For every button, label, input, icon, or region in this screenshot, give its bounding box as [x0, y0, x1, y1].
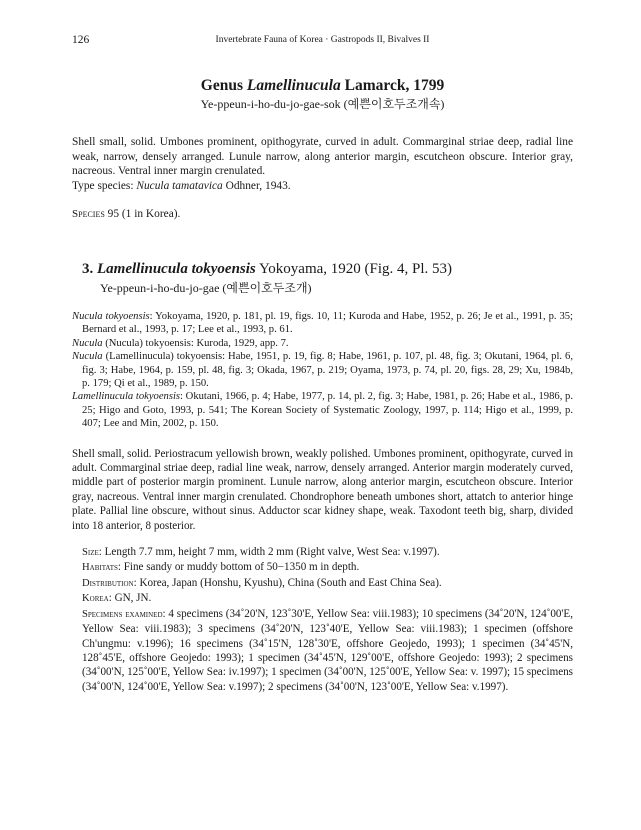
korea-field	[82, 591, 573, 606]
habitats-value: : Fine sandy or muddy bottom of 50−1350 m in depth.	[117, 561, 360, 574]
species-description: Shell small, solid. Periostracum yellowish brown, weakly polished. Umbones prominent, opithogyrate, curved in adult. Commarginal striae deep, radial line weak, narrow, densely arranged. Anterior margin moderately curved, middle part of posterior margin prominent. Lunule narrow, along anterior margin, escutcheon obscure. Interior gray, nacreous. Ventral inner margin crenulated. Chondrophore beneath umbones short, attatch to anterior hinge plate. Pallial line obscure, without sinus. Adductor scar kidney shape, weak. Taxodont teeth big, sharp, divided into 18 anterior, 8 posterior.	[72, 447, 573, 532]
page-number: 126	[72, 34, 90, 46]
specimens-value: : 4 specimens (34˚20'N, 123˚30'E, Yellow Sea: viii.1983); 10 specimens (34˚20'N, 124˚00'E, Yellow Sea: viii.1983); 3 specimens (34˚20'N, 123˚40'E, Yellow Sea: viii.1983); 1 specimen (offshore Ch'ungmu: v.1996); 16 specimens (34˚15'N, 128˚30'E, offshore Geojedo, 1993); 1 specimen (34˚45'N, 128˚45'E, offshore Geojedo: 1993); 1 specimen (34˚45'N, 129˚00'E, offshore Geojedo: 1993); 2 specimens (34˚00'N, 125˚00'E, Yellow Sea: iv.1997); 1 specimen (34˚00'N, 125˚00'E, Yellow Sea: v. 1997); 15 specimens (34˚00'N, 124˚00'E, Yellow Sea: v.1997); 2 specimens (34˚00'N, 123˚00'E, Yellow Sea: v.1997).	[82, 607, 573, 693]
size-label: Size	[82, 547, 99, 559]
synonym-references: (Lamellinucula) tokyoensis: Habe, 1951, p. 19, fig. 8; Habe, 1961, p. 107, pl. 48, fig. 3; Okutani, 1964, pl. 6, fig. 3; Habe, 1964, p. 159, pl. 48, fig. 3; Okada, 1967, p. 219; Oyama, 1973, p. 74, pl. 20, figs. 28, 29; Xu, 1984b, p. 179; Qi et al., 1989, p. 150.	[82, 351, 573, 389]
synonymy-entry	[72, 350, 573, 390]
habitats-label: Habitats	[82, 562, 118, 574]
specimens-label: Specimens examined	[82, 608, 163, 620]
synonym-name: Lamellinucula tokyoensis	[72, 391, 181, 403]
species-count	[72, 207, 573, 222]
korea-label: Korea	[82, 593, 109, 605]
synonymy-list	[72, 310, 573, 431]
species-heading	[82, 260, 573, 279]
genus-heading	[72, 76, 573, 95]
genus-korean-name: Ye-ppeun-i-ho-du-jo-gae-sok (예쁜이호두조개속)	[200, 97, 445, 111]
size-field	[82, 545, 573, 560]
distribution-value: : Korea, Japan (Honshu, Kyushu), China (South and East China Sea).	[133, 576, 442, 589]
distribution-field	[82, 576, 573, 591]
size-value: : Length 7.7 mm, height 7 mm, width 2 mm (Right valve, West Sea: v.1997).	[98, 546, 440, 559]
type-species-author: Odhner, 1943.	[222, 179, 291, 192]
synonym-references: : Yokoyama, 1920, p. 181, pl. 19, figs. 10, 11; Kuroda and Habe, 1952, p. 26; Je et al., 1991, p. 35; Bernard et al., 1993, p. 17; Lee et al., 1993, p. 61.	[82, 310, 573, 336]
type-species-name: Nucula tamatavica	[136, 179, 223, 192]
species-fields	[72, 545, 573, 694]
specimens-field	[72, 607, 573, 694]
synonymy-entry	[72, 390, 573, 430]
type-species-label: Type species:	[72, 179, 137, 192]
species-author: Yokoyama, 1920 (Fig. 4, Pl. 53)	[255, 260, 453, 277]
synonym-name: Nucula tokyoensis	[72, 310, 150, 322]
distribution-label: Distribution	[82, 577, 134, 589]
synonymy-entry	[72, 310, 573, 337]
species-name: Lamellinucula tokyoensis	[97, 260, 256, 277]
genus-description: Shell small, solid. Umbones prominent, opithogyrate, curved in adult. Commarginal striae deep, radial line weak, narrow, densely arranged. Lunule narrow, along anterior margin, escutcheon obscure. Interior gray, nacreous. Ventral inner margin crenulated.	[72, 136, 573, 178]
species-count-value: 95 (1 in Korea).	[104, 208, 181, 221]
synonym-name: Nucula	[72, 351, 103, 363]
habitats-field	[82, 560, 573, 575]
synonymy-entry	[72, 337, 573, 350]
running-header	[72, 34, 573, 48]
species-count-label: Species	[72, 208, 105, 221]
synonym-name: Nucula	[72, 337, 103, 349]
genus-author: Lamarck, 1799	[340, 77, 445, 94]
synonym-references: : Okutani, 1966, p. 4; Habe, 1977, p. 14, pl. 2, fig. 3; Habe, 1981, p. 26; Habe et al., 1986, p. 25; Higo and Goto, 1993, p. 541; The Korean Society of Systematic Zoology, 1997, p. 114; Higo et al., 1999, p. 407; Lee and Min, 2002, p. 150.	[82, 391, 573, 430]
genus-title-prefix: Genus	[200, 77, 247, 94]
species-number: 3.	[82, 260, 94, 277]
korea-value: : GN, JN.	[108, 592, 152, 605]
genus-name: Lamellinucula	[246, 77, 341, 94]
species-korean-name: Ye-ppeun-i-ho-du-jo-gae (예쁜이호두조개)	[100, 280, 312, 295]
synonym-references: (Nucula) tokyoensis: Kuroda, 1929, app. 7.	[102, 337, 289, 349]
type-species	[72, 179, 573, 194]
running-header-title: Invertebrate Fauna of Korea · Gastropods II, Bivalves II	[215, 35, 430, 45]
